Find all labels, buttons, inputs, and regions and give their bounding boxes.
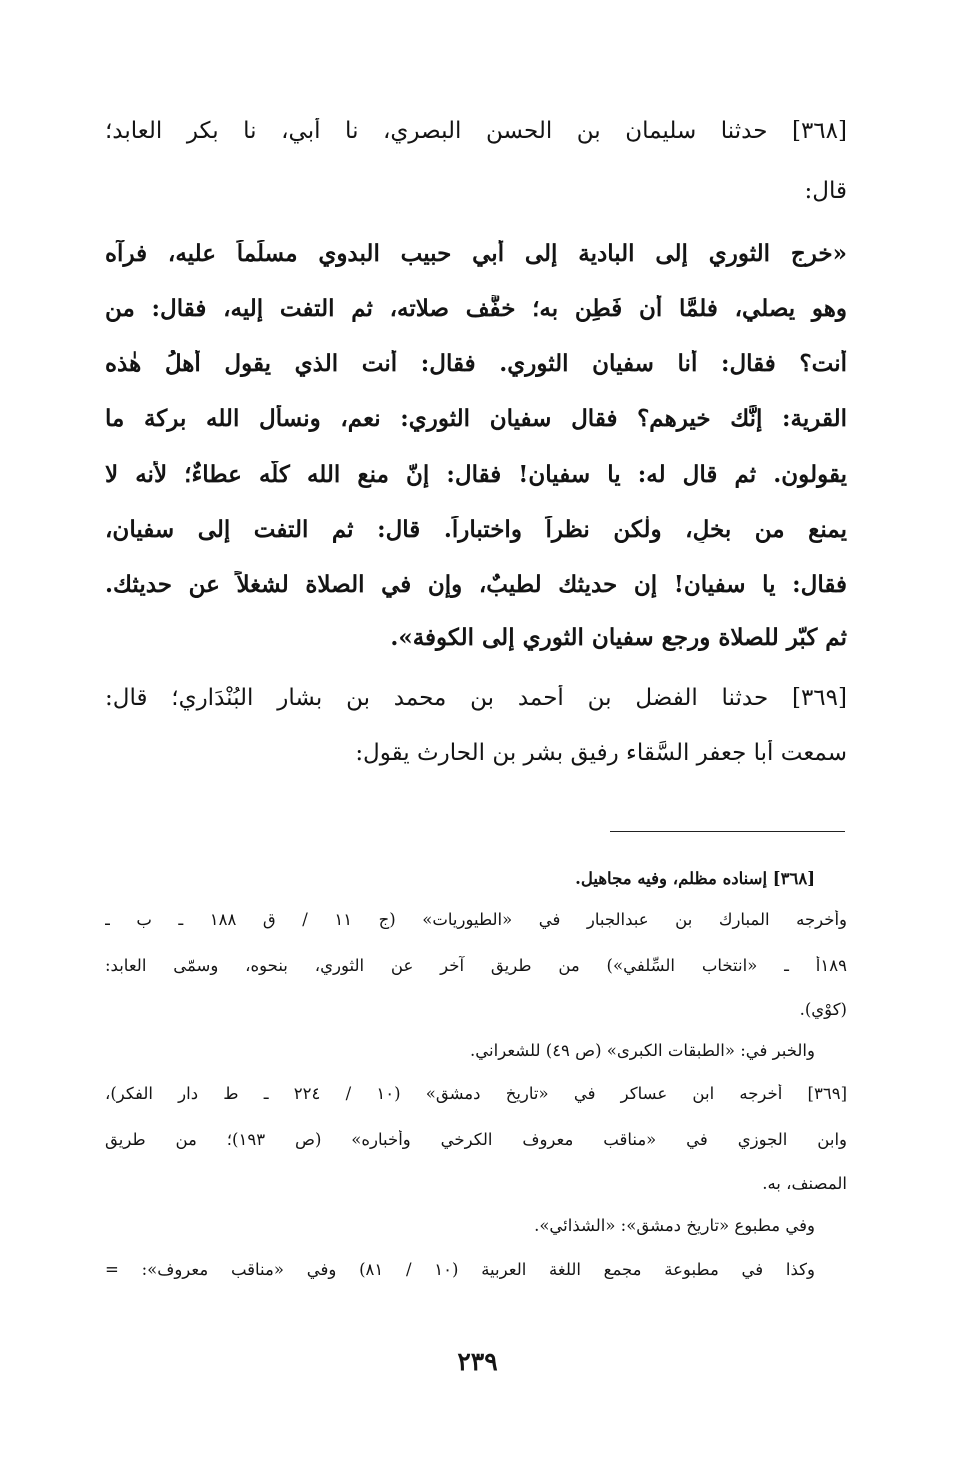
text-line: قال: [804, 178, 847, 204]
text-line: [٣٦٩] حدثنا الفضل بن أحمد بن محمد بن بشار البُنْدَاري؛ قال: [105, 685, 847, 711]
footnote-line: المصنف، به. [762, 1174, 847, 1193]
quote-line: القرية: إنَّك خيرهم؟ فقال سفيان الثوري: نعم، ونسأل الله بركة ما [105, 405, 847, 432]
footnote-separator [610, 831, 845, 832]
footnote-line: وأخرجه المبارك بن عبدالجبار في «الطيوريات» (ج ١١ / ق ١٨٨ ـ ب ـ [105, 910, 847, 929]
footnote-heading: [٣٦٨] إسناده مظلم، وفيه مجاهيل. [575, 869, 815, 888]
footnote-line: وكذا في مطبوعة مجمع اللغة العربية (١٠ / ٨١) وفي «مناقب معروف»: = [105, 1260, 815, 1279]
quote-line: وهو يصلي، فلمَّا أن فَطِن به؛ خفَّف صلاته، ثم التفت إليه، فقال: من [105, 295, 847, 322]
quote-line: فقال: يا سفيان! إن حديثك لطيبٌ، وإن في الصلاة لشغلاً عن حديثك. [105, 571, 847, 598]
text-line: [٣٦٨] حدثنا سليمان بن الحسن البصري، نا أبي، نا بكر العابد؛ [105, 118, 847, 144]
page-number: ٢٣٩ [457, 1347, 498, 1376]
footnote-line: [٣٦٩] أخرجه ابن عساكر في «تاريخ دمشق» (١٠ / ٢٢٤ ـ ط دار الفكر)، [105, 1084, 847, 1103]
footnote-line: وفي مطبوع «تاريخ دمشق»: «الشذائي». [534, 1216, 815, 1235]
quote-line: «خرج الثوري إلى البادية إلى أبي حبيب البدوي مسلِّماً عليه، فرآه [105, 240, 847, 267]
quote-line: يمنع من بخلٍ، ولٰكن نظراً واختباراً. قال: ثم التفت إلى سفيان، [105, 516, 847, 543]
footnote-line: (كوْي). [799, 1000, 847, 1019]
quote-line: ثم كبّر للصلاة ورجع سفيان الثوري إلى الكوفة». [390, 624, 847, 651]
footnote-line: ١٨٩أ ـ «انتخاب السِّلفي») من طريق آخر عن الثوري، بنحوه، وسمّى العابد: [105, 956, 847, 975]
text-line: سمعت أبا جعفر السَّقاء رفيق بشر بن الحارث يقول: [355, 740, 847, 766]
quote-line: يقولون. ثم قال له: يا سفيان! فقال: إنّ منع الله كلَّه عطاءٌ؛ لأنه لا [105, 461, 847, 488]
quote-line: أنت؟ فقال: أنا سفيان الثوري. فقال: أنت الذي يقول أهلُ هٰذه [105, 350, 847, 377]
footnote-line: وابن الجوزي في «مناقب معروف الكرخي وأخباره» (ص ١٩٣)؛ من طريق [105, 1130, 847, 1149]
footnote-line: والخبر في: «الطبقات الكبرى» (ص ٤٩) للشعراني. [470, 1041, 815, 1060]
